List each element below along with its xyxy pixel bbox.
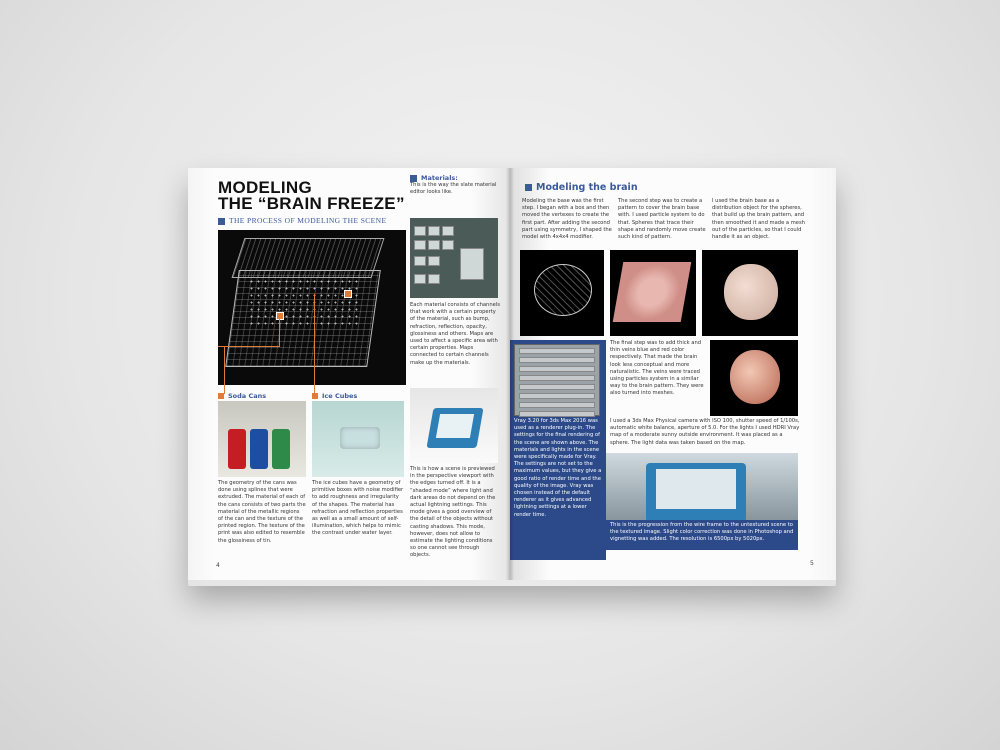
square-icon	[525, 184, 532, 191]
section-title	[525, 182, 638, 193]
title-line-2: THE “BRAIN FREEZE”	[218, 194, 405, 213]
soda-label	[218, 392, 266, 400]
left-page	[188, 168, 510, 580]
marker-icon	[276, 312, 284, 320]
veined-brain-shape	[730, 350, 780, 404]
material-node	[442, 240, 454, 250]
right-page	[510, 168, 836, 580]
brain-shape	[724, 264, 778, 320]
subtitle-text: THE PROCESS OF MODELING THE SCENE	[229, 216, 387, 225]
material-node	[414, 226, 426, 236]
square-icon	[312, 393, 318, 399]
magazine-spread	[188, 168, 836, 580]
soda-cans-image	[218, 401, 306, 477]
camera-text: I used a 3ds Max Physical camera with ISO 100, shutter speed of 1/100s, automatic white balance, aperture of 5.0. For the lights I used HDRI Vray map of a moderate sunny outside environment. It was placed as a sphere. The light data was taken based on the map.	[610, 418, 800, 446]
material-node	[428, 226, 440, 236]
material-node	[460, 248, 484, 280]
soda-text: The geometry of the cans was done using splines that were extruded. The material of each of the cans consists of two parts the material of the metallic regions of the can and the texture of the printed region. The texture of the print was also edited to resemble the glossiness of tin.	[218, 480, 306, 544]
material-node	[428, 240, 440, 250]
brain-base-image	[702, 250, 798, 336]
ice-label	[312, 392, 357, 400]
veined-brain-image	[710, 340, 798, 416]
material-node	[414, 240, 426, 250]
callout-line	[224, 346, 225, 394]
callout-line	[218, 346, 280, 347]
material-node	[428, 274, 440, 284]
page-number: 5	[810, 560, 814, 567]
section-title-text: Modeling the brain	[536, 182, 638, 193]
material-node	[442, 226, 454, 236]
ice-cubes-image	[312, 401, 404, 477]
pattern-shape	[613, 262, 692, 322]
viewport-image	[410, 388, 498, 463]
column-1-text: Modeling the base was the first step. I began with a box and then moved the vertexes to create the first part. After adding the second part using symmetry, I shaped the model with 4x4x4 modifier.	[522, 198, 612, 241]
can-shape	[272, 429, 290, 469]
final-step-text: The final step was to add thick and thin veins blue and red color respectively. That made the brain look less conceptual and more naturalistic. The veins were traced using particles system in a similar way to the brain pattern. They were also turned into meshes.	[610, 340, 704, 397]
ice-shape	[656, 469, 736, 509]
column-3-text: I used the brain base as a distribution object for the spheres, that build up the brain pattern, and then smoothed it and made a mesh out of the particles, so that I could handle it as an object.	[712, 198, 805, 241]
square-icon	[410, 175, 417, 182]
ice-label-text: Ice Cubes	[322, 392, 358, 400]
callout-line	[279, 316, 280, 346]
materials-intro: This is the way the slate material editor looks like.	[410, 182, 497, 196]
page-title	[218, 180, 405, 212]
square-icon	[218, 393, 224, 399]
material-node	[428, 256, 440, 266]
marker-icon	[344, 290, 352, 298]
soda-label-text: Soda Cans	[228, 392, 267, 400]
materials-text: Each material consists of channels that work with a certain property of the material, such as bump, refraction, reflection, opacity, glossiness and others. Maps are used to affect a specific area with certain properties. Maps connected to certain channels make up the materials.	[410, 302, 500, 366]
column-2-text: The second step was to create a pattern to cover the brain base with. I used particle system to do that. Spheres that trace their shape and randomly move create such kind of pattern.	[618, 198, 706, 241]
viewport-text: This is how a scene is previewed in the perspective viewport with the edges turned off. It is a “shaded mode” where light and dark areas do not depend on the actual lightning settings. This mode gives a good overview of the detail of the objects without casting shadows. This mode, however, does not allow to estimate the lighting conditions so one cannot see through objects.	[410, 466, 496, 559]
ice-text: The ice cubes have a geometry of primitive boxes with noise modifier to add roughness and irregularity of the shapes. The material has refraction and reflection properties as well as a small amount of self-illumination, which helps to mimic the contrast under water layer.	[312, 480, 404, 537]
render-settings-screenshot	[514, 344, 600, 416]
can-shape	[250, 429, 268, 469]
subtitle	[218, 216, 386, 225]
wire-brain-image	[520, 250, 604, 336]
material-node	[414, 256, 426, 266]
callout-line	[314, 294, 315, 394]
cooler-inner	[436, 414, 474, 438]
square-icon	[218, 218, 225, 225]
spine-shadow	[506, 168, 514, 580]
caption-box	[606, 520, 798, 550]
material-editor-image	[410, 218, 498, 298]
ice-cube-shape	[340, 427, 380, 449]
pattern-image	[610, 250, 696, 336]
title-line-1: MODELING	[218, 178, 313, 197]
can-shape	[228, 429, 246, 469]
vray-panel	[510, 340, 606, 560]
materials-label	[410, 174, 458, 182]
page-number: 4	[216, 562, 220, 569]
ice-mesh	[248, 278, 358, 328]
material-node	[414, 274, 426, 284]
wireframe-render	[218, 230, 406, 385]
vray-text: Vray 3.20 for 3ds Max 2016 was used as a renderer plug-in. The settings for the final rendering of the scene are shown above. The materials and lights in the scene were specifically made for Vray. The settings are not set to the maximum values, but they give a good ratio of render time and the quality of the image. Vray was chosen instead of the default renderer as it gives advanced lightning settings at a lower render time.	[514, 418, 602, 518]
materials-label-text: Materials:	[421, 174, 458, 182]
caption-text: This is the progression from the wire frame to the untextured scene to the textured image. Slight color correction was done in Photoshop and vignetting was added. The resolution is 6500px by 5020px.	[610, 522, 794, 543]
wire-brain-shape	[534, 264, 592, 316]
